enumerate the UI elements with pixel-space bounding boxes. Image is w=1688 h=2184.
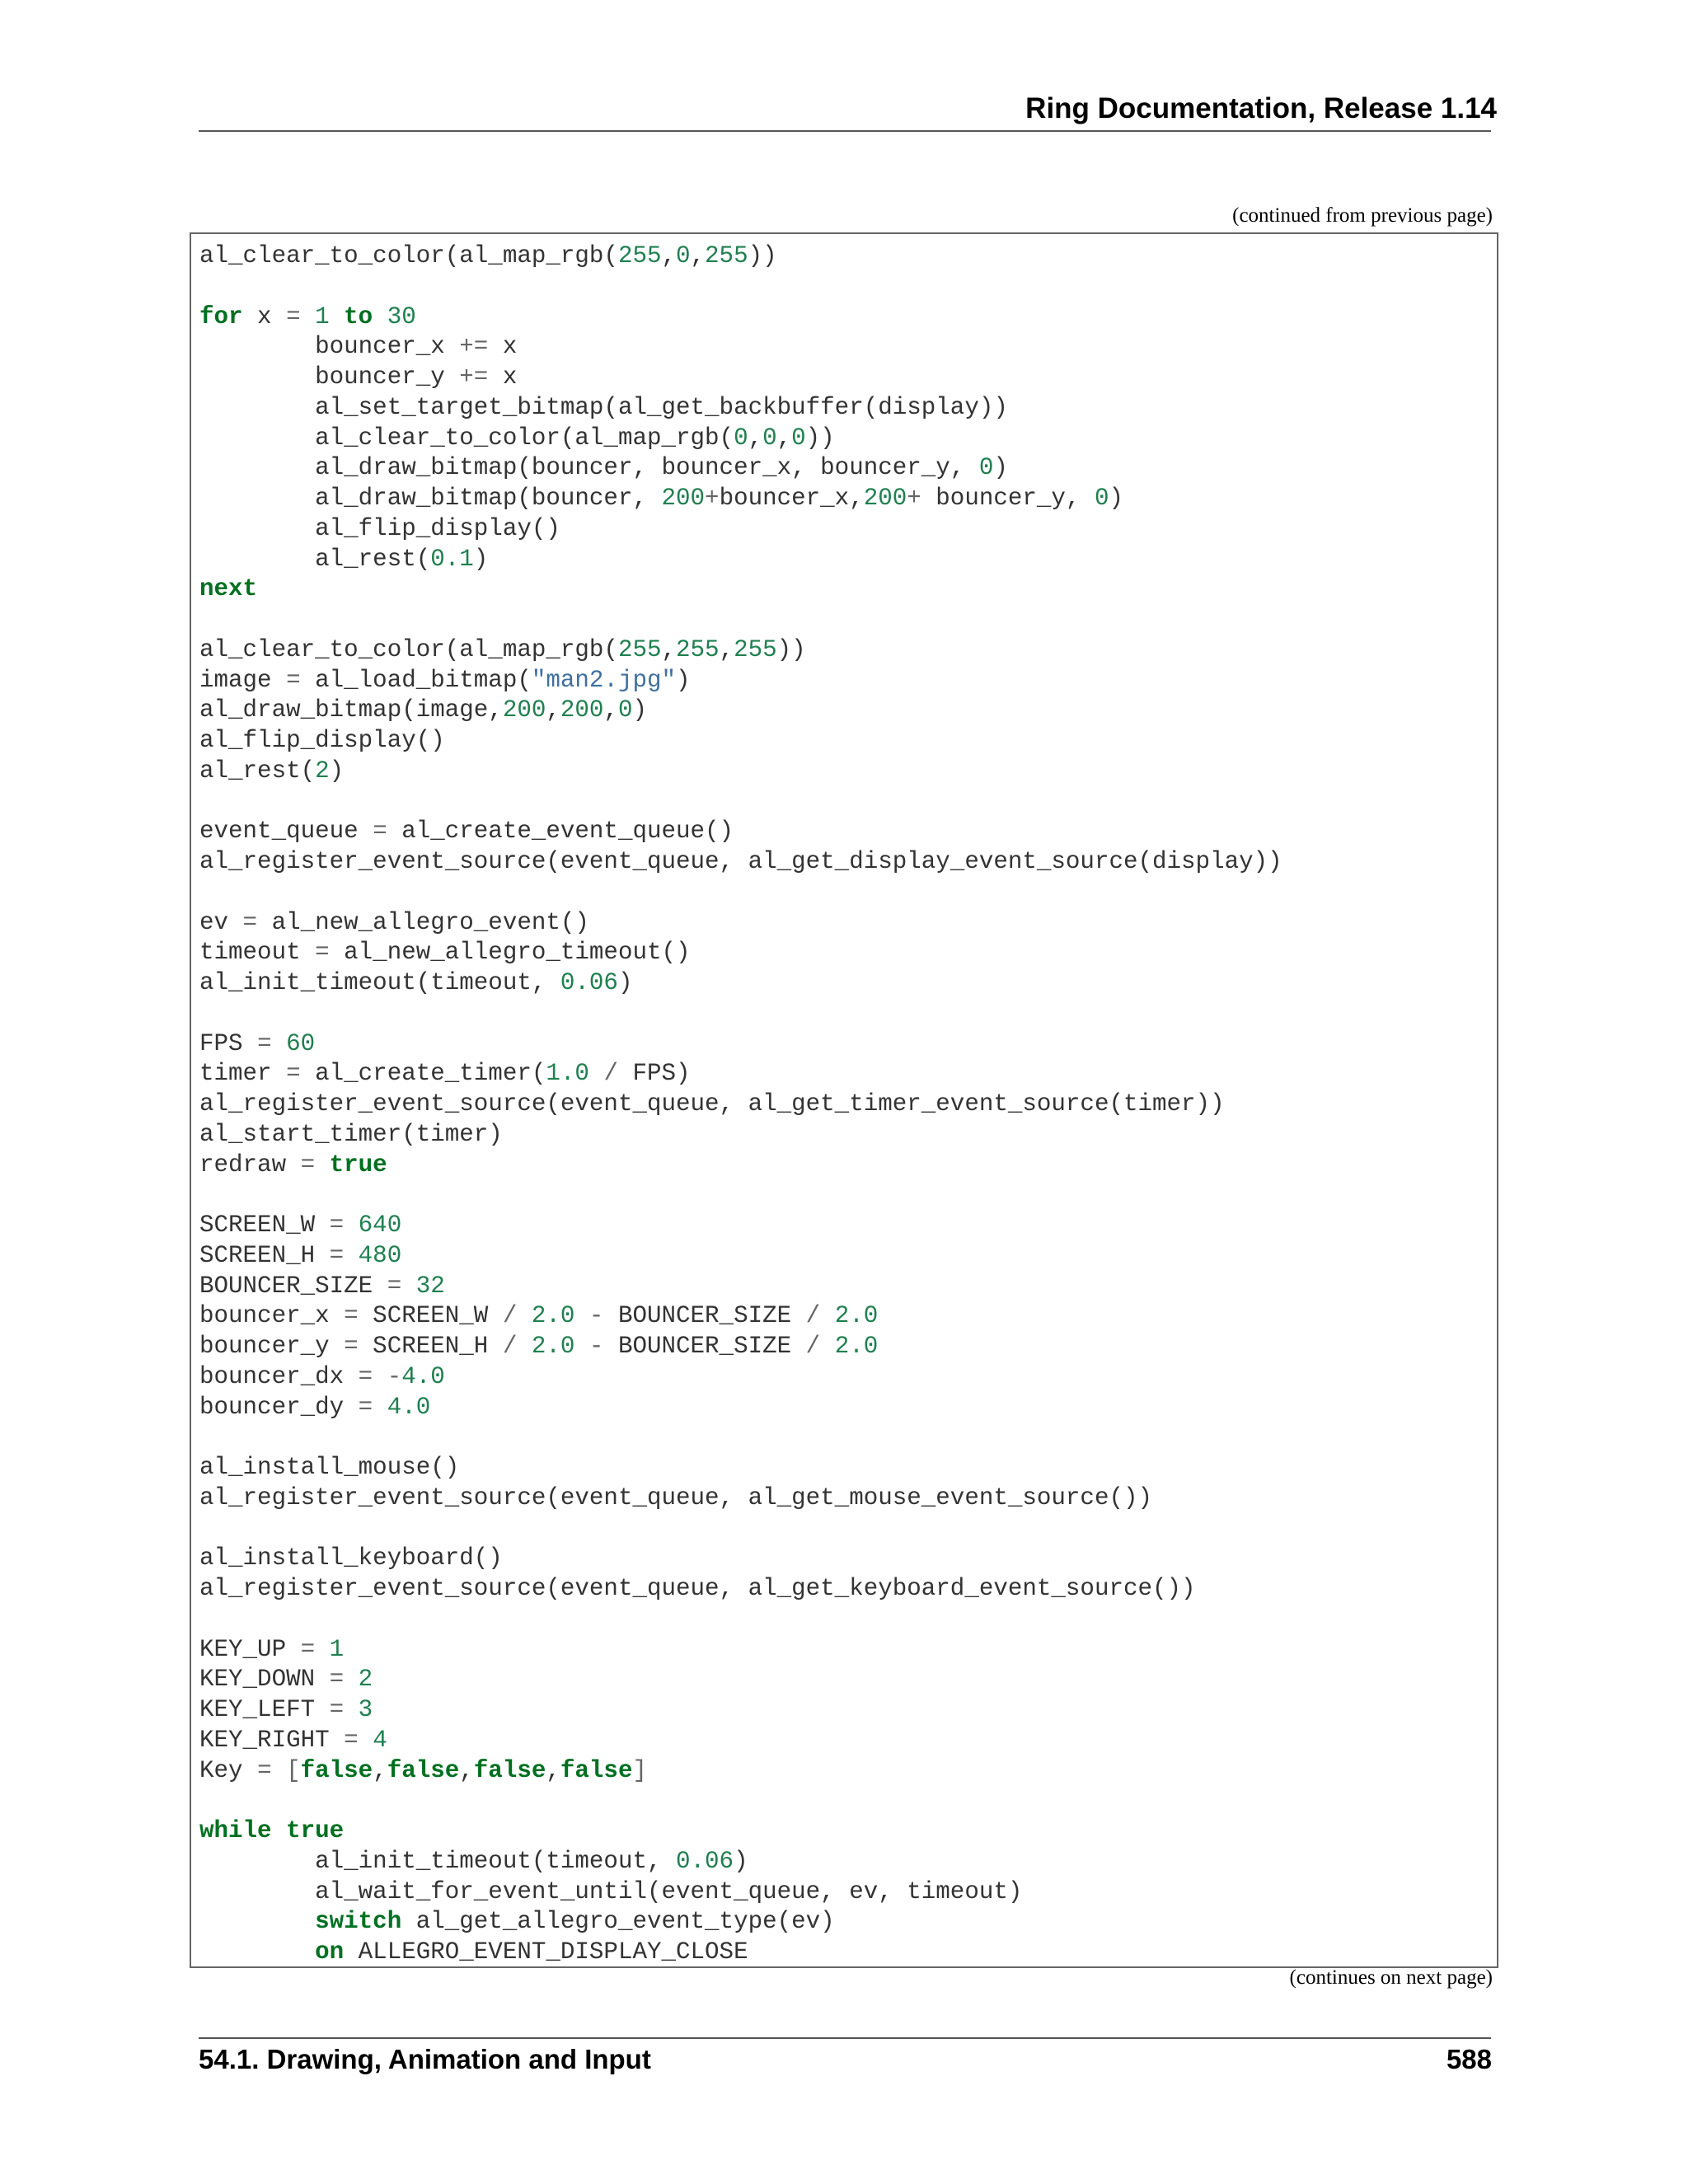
code-text: ))	[776, 635, 806, 663]
code-line	[199, 1180, 1282, 1211]
code-text	[401, 1272, 416, 1300]
code-text	[272, 1817, 287, 1844]
code-number: 0	[1094, 485, 1109, 512]
code-text: al_rest(	[199, 757, 316, 785]
code-keyword: false	[300, 1756, 373, 1784]
code-text: ,	[661, 242, 677, 269]
code-text: ,	[603, 696, 618, 724]
code-text: redraw	[199, 1151, 301, 1179]
code-number: 480	[358, 1241, 402, 1269]
code-text: al_init_timeout(timeout,	[199, 969, 560, 996]
code-number: 0.06	[676, 1847, 734, 1875]
code-operator: /	[502, 1333, 518, 1360]
code-line	[199, 1029, 1282, 1060]
code-text: ,	[373, 1756, 387, 1784]
code-line	[199, 1605, 1282, 1635]
code-line	[199, 272, 1282, 302]
code-operator: -	[588, 1302, 604, 1330]
code-number: 0	[762, 424, 777, 452]
code-line	[199, 1514, 1282, 1544]
code-line	[199, 241, 1282, 272]
code-number: 0	[617, 696, 633, 724]
code-line	[199, 574, 1282, 605]
code-text: bouncer_y	[199, 363, 460, 391]
code-operator: +=	[459, 363, 489, 391]
code-text	[373, 1363, 387, 1390]
code-text: al_get_allegro_event_type(ev)	[401, 1908, 835, 1936]
code-line	[199, 363, 1282, 393]
code-keyword: false	[473, 1756, 546, 1784]
code-text	[330, 303, 345, 330]
code-number: 2.0	[834, 1302, 879, 1330]
code-text: bouncer_x	[199, 1302, 345, 1330]
code-number: 4	[373, 1726, 387, 1754]
code-text: SCREEN_W	[358, 1302, 503, 1330]
code-text: BOUNCER_SIZE	[199, 1272, 387, 1300]
code-line	[199, 1786, 1282, 1816]
code-line	[199, 666, 1282, 696]
code-line	[199, 1151, 1282, 1181]
code-number: 2	[315, 757, 330, 785]
code-line	[199, 908, 1282, 939]
code-text	[373, 303, 387, 330]
code-text: al_wait_for_event_until(event_queue, ev, timeout)	[199, 1877, 1023, 1905]
code-text: al_register_event_source(event_queue, al_get_mouse_event_source())	[199, 1483, 1153, 1511]
code-text: BOUNCER_SIZE	[603, 1302, 806, 1330]
code-number: 0	[791, 424, 806, 452]
code-text: bouncer_dx	[199, 1362, 359, 1390]
code-number: 2.0	[531, 1302, 575, 1330]
code-text: ,	[690, 242, 706, 269]
code-operator: =	[286, 666, 301, 694]
code-number: 255	[617, 635, 662, 663]
code-line	[199, 1059, 1282, 1090]
code-line	[199, 1332, 1282, 1362]
code-text: al_create_event_queue()	[387, 818, 734, 846]
code-text: )	[632, 696, 647, 724]
code-keyword: false	[560, 1756, 633, 1784]
code-keyword: to	[344, 302, 373, 330]
code-line	[199, 1726, 1282, 1756]
footer-section-title: 54.1. Drawing, Animation and Input	[199, 2044, 651, 2074]
code-line	[199, 1241, 1282, 1272]
code-text: )	[676, 666, 691, 694]
code-text: al_clear_to_color(al_map_rgb(	[199, 424, 734, 452]
code-line	[199, 847, 1282, 878]
code-text: Key	[199, 1756, 258, 1784]
code-line	[199, 726, 1282, 757]
code-text: KEY_UP	[199, 1635, 301, 1663]
code-operator: =	[329, 1212, 345, 1239]
code-number: 0.06	[560, 969, 618, 996]
code-number: 2.0	[531, 1333, 575, 1360]
code-text	[517, 1302, 532, 1329]
code-keyword: next	[199, 575, 258, 603]
code-operator: =	[329, 1241, 345, 1269]
code-text: ,	[661, 635, 677, 663]
code-line	[199, 302, 1282, 333]
code-line	[199, 1422, 1282, 1453]
code-line	[199, 1483, 1282, 1514]
code-number: 32	[415, 1272, 445, 1300]
code-text: bouncer_x	[199, 333, 460, 361]
code-text: ,	[459, 1756, 474, 1784]
code-operator: =	[344, 1726, 359, 1754]
code-line	[199, 453, 1282, 484]
code-text: al_new_allegro_timeout()	[329, 939, 691, 967]
code-string: "man2.jpg"	[531, 666, 677, 694]
code-operator: =	[257, 1756, 272, 1784]
code-text	[589, 1060, 604, 1087]
code-number: 200	[502, 696, 546, 724]
code-keyword: for	[199, 302, 243, 330]
code-line	[199, 1756, 1282, 1787]
code-text: timeout	[199, 939, 316, 967]
code-number: 1.0	[546, 1060, 589, 1088]
code-text: SCREEN_H	[199, 1241, 330, 1269]
code-text: FPS	[199, 1029, 258, 1057]
code-number: 0	[676, 242, 691, 269]
code-operator: +=	[459, 333, 489, 361]
code-line	[199, 1090, 1282, 1120]
code-number: 3	[358, 1696, 373, 1723]
code-number: 4.0	[401, 1362, 445, 1390]
code-operator: =	[257, 1029, 272, 1057]
code-number: 2.0	[834, 1333, 879, 1360]
code-number: 200	[863, 485, 907, 512]
code-text	[574, 1302, 589, 1329]
code-line	[199, 424, 1282, 454]
code-line	[199, 696, 1282, 726]
code-text	[373, 1394, 387, 1421]
code-operator: -	[588, 1333, 604, 1360]
code-text: BOUNCER_SIZE	[603, 1333, 806, 1360]
code-number: 0.1	[430, 545, 474, 573]
code-text: al_clear_to_color(al_map_rgb(	[199, 635, 618, 663]
code-text: bouncer_x,	[719, 485, 864, 512]
code-operator: =	[300, 1635, 316, 1663]
code-number: 30	[387, 302, 416, 330]
code-operator: =	[387, 1272, 402, 1300]
code-line	[199, 332, 1282, 363]
code-text: al_register_event_source(event_queue, al_get_timer_event_source(timer))	[199, 1090, 1225, 1118]
code-operator: =	[344, 1302, 359, 1330]
code-text: )	[617, 969, 633, 996]
code-text: ,	[546, 696, 560, 724]
code-text: bouncer_dy	[199, 1393, 359, 1421]
code-operator: =	[344, 1333, 359, 1360]
code-text: ,	[776, 424, 792, 452]
code-block	[190, 232, 1498, 1968]
code-text: al_draw_bitmap(bouncer,	[199, 485, 662, 512]
code-text: bouncer_y	[199, 1333, 345, 1360]
code-line	[199, 545, 1282, 575]
code-number: 200	[661, 485, 706, 512]
code-line	[199, 817, 1282, 847]
code-line	[199, 605, 1282, 635]
code-text: KEY_LEFT	[199, 1696, 330, 1723]
code-keyword: true	[286, 1817, 345, 1844]
code-line	[199, 1847, 1282, 1877]
code-keyword: true	[329, 1151, 387, 1179]
code-text: ))	[805, 424, 835, 452]
code-line	[199, 757, 1282, 787]
code-line	[199, 1877, 1282, 1908]
code-text: x	[488, 363, 518, 391]
code-line	[199, 484, 1282, 514]
code-number: 4.0	[387, 1393, 431, 1421]
code-text: )	[473, 545, 489, 573]
code-text	[344, 1666, 359, 1693]
code-line	[199, 878, 1282, 908]
code-text: )	[734, 1847, 748, 1875]
code-text	[344, 1212, 359, 1239]
code-operator: =	[315, 939, 330, 967]
code-text: al_rest(	[199, 545, 431, 573]
code-text: al_new_allegro_event()	[257, 908, 589, 936]
code-line	[199, 1574, 1282, 1605]
code-text: ,	[719, 635, 734, 663]
code-number: 1	[329, 1635, 345, 1663]
header-divider	[199, 130, 1491, 132]
code-line	[199, 1907, 1282, 1938]
code-line	[199, 1665, 1282, 1695]
code-operator: =	[286, 1060, 301, 1088]
code-text	[344, 1696, 359, 1723]
code-keyword: on	[315, 1938, 345, 1966]
code-text: SCREEN_H	[358, 1333, 503, 1360]
code-text: )	[329, 757, 345, 785]
code-text: al_set_target_bitmap(al_get_backbuffer(display))	[199, 393, 1008, 421]
code-operator: =	[329, 1666, 345, 1694]
code-line	[199, 1211, 1282, 1241]
code-text: al_load_bitmap(	[300, 666, 532, 694]
code-operator: =	[329, 1696, 345, 1723]
code-text: bouncer_y,	[921, 485, 1095, 512]
code-line	[199, 999, 1282, 1029]
code-text: image	[199, 666, 287, 694]
page-header-title: Ring Documentation, Release 1.14	[1025, 92, 1497, 124]
code-line	[199, 393, 1282, 424]
code-line	[199, 1635, 1282, 1666]
code-text	[301, 303, 316, 330]
code-text: KEY_RIGHT	[199, 1726, 345, 1754]
code-number: 60	[286, 1029, 316, 1057]
code-text	[574, 1333, 589, 1360]
code-text: ))	[748, 242, 777, 269]
code-operator: =	[286, 302, 301, 330]
code-line	[199, 1393, 1282, 1423]
code-text	[272, 1757, 287, 1784]
code-text: al_install_mouse()	[199, 1454, 460, 1481]
code-text: al_clear_to_color(al_map_rgb(	[199, 242, 618, 269]
code-operator: /	[603, 1060, 618, 1088]
code-text	[199, 1908, 315, 1935]
code-line	[199, 514, 1282, 545]
code-keyword: while	[199, 1817, 272, 1844]
code-line	[199, 1272, 1282, 1302]
code-text	[820, 1302, 835, 1329]
code-operator: ]	[632, 1756, 647, 1784]
code-number: 200	[560, 696, 604, 724]
code-operator: +	[705, 485, 720, 512]
code-number: 640	[358, 1212, 402, 1239]
code-text	[517, 1333, 532, 1360]
code-number: 1	[315, 302, 330, 330]
code-line	[199, 1695, 1282, 1726]
page-number: 588	[1446, 2044, 1492, 2074]
code-operator: =	[242, 908, 258, 936]
code-text: al_draw_bitmap(bouncer, bouncer_x, bouncer_y,	[199, 454, 979, 482]
code-text: )	[993, 454, 1008, 482]
code-line	[199, 968, 1282, 999]
code-text: x	[242, 302, 287, 330]
code-text: ALLEGRO_EVENT_DISPLAY_CLOSE	[344, 1938, 748, 1966]
code-operator: /	[805, 1302, 821, 1330]
code-text	[344, 1242, 359, 1269]
code-text: al_install_keyboard()	[199, 1544, 503, 1572]
code-line	[199, 1453, 1282, 1483]
code-text: al_draw_bitmap(image,	[199, 696, 503, 724]
code-text: al_flip_display()	[199, 727, 445, 754]
code-text: al_register_event_source(event_queue, al_get_keyboard_event_source())	[199, 1575, 1196, 1602]
code-operator: =	[300, 1151, 316, 1179]
code-line	[199, 1816, 1282, 1847]
code-line	[199, 938, 1282, 968]
code-number: 255	[617, 242, 662, 269]
code-operator: -	[387, 1362, 402, 1390]
code-operator: =	[358, 1393, 373, 1421]
continued-from-note: (continued from previous page)	[1232, 204, 1493, 227]
code-line	[199, 1938, 1282, 1968]
code-text: ,	[546, 1756, 560, 1784]
code-number: 0	[978, 454, 994, 482]
code-line	[199, 635, 1282, 666]
code-line	[199, 1544, 1282, 1574]
code-text	[820, 1333, 835, 1360]
code-text: al_init_timeout(timeout,	[199, 1847, 677, 1875]
code-text: timer	[199, 1060, 287, 1088]
code-text: al_register_event_source(event_queue, al_get_display_event_source(display))	[199, 848, 1282, 875]
footer-divider	[199, 2037, 1491, 2039]
code-text: FPS)	[617, 1060, 691, 1088]
continues-on-note: (continues on next page)	[1289, 1966, 1493, 1989]
code-text: ev	[199, 908, 243, 936]
code-line	[199, 1362, 1282, 1393]
code-listing	[199, 241, 1282, 1968]
code-text	[315, 1636, 330, 1663]
code-operator: =	[358, 1362, 373, 1390]
code-text	[315, 1151, 330, 1179]
code-operator: /	[502, 1302, 518, 1330]
code-keyword: switch	[315, 1908, 402, 1936]
code-number: 0	[734, 424, 748, 452]
code-keyword: false	[387, 1756, 460, 1784]
code-text: al_start_timer(timer)	[199, 1120, 503, 1148]
code-line	[199, 1301, 1282, 1332]
code-operator: /	[805, 1333, 821, 1360]
code-text: event_queue	[199, 818, 373, 846]
code-text	[359, 1727, 373, 1754]
code-number: 255	[676, 635, 720, 663]
code-line	[199, 1120, 1282, 1151]
code-text	[199, 1938, 315, 1966]
code-text: SCREEN_W	[199, 1212, 330, 1239]
code-text: KEY_DOWN	[199, 1666, 330, 1694]
code-line	[199, 787, 1282, 818]
code-text: x	[488, 333, 518, 361]
code-text: )	[1109, 485, 1123, 512]
code-text: al_flip_display()	[199, 514, 560, 542]
code-number: 255	[734, 635, 777, 663]
code-operator: +	[907, 485, 921, 512]
code-number: 255	[705, 242, 748, 269]
code-operator: =	[373, 818, 387, 846]
code-text: ,	[748, 424, 763, 452]
code-operator: [	[286, 1756, 301, 1784]
code-text: al_create_timer(	[300, 1060, 546, 1088]
code-text	[272, 1030, 287, 1057]
code-number: 2	[358, 1666, 373, 1694]
